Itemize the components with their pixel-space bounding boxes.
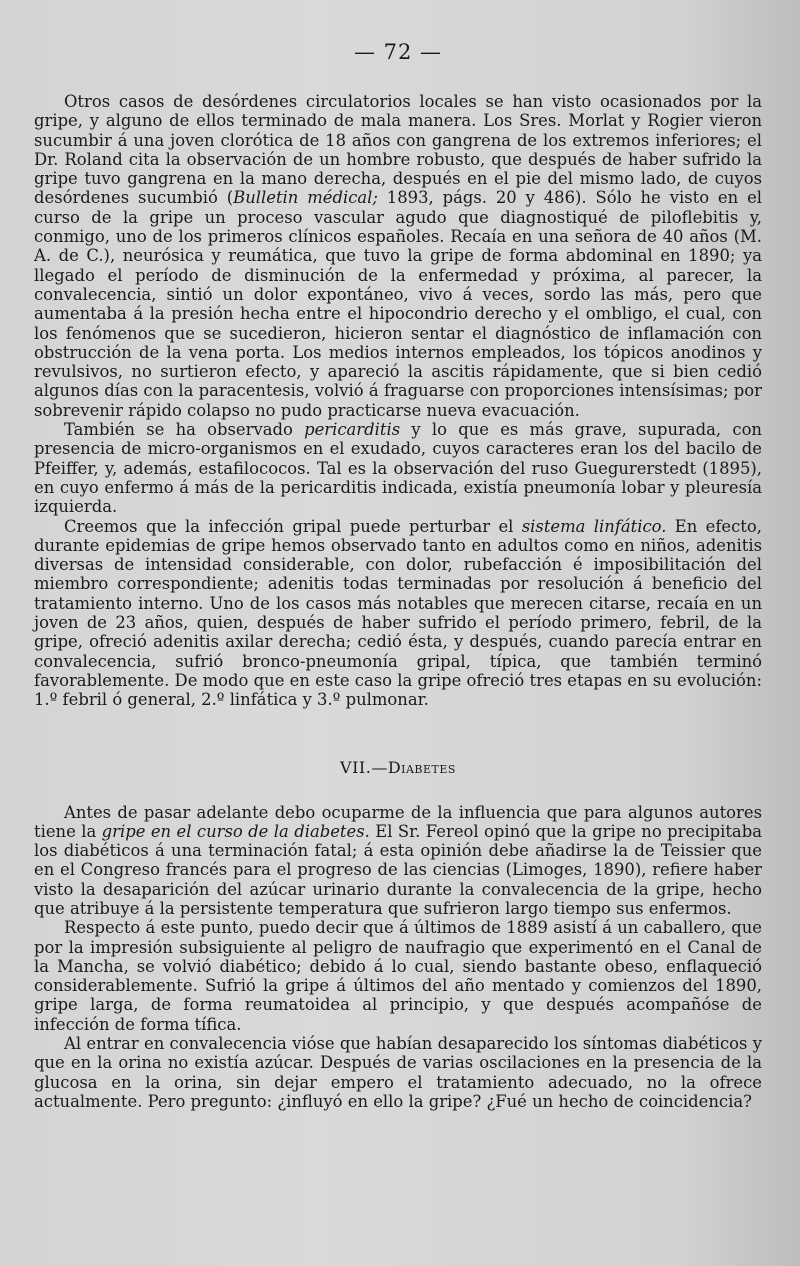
section-title — [34, 758, 762, 777]
paragraph — [34, 517, 762, 710]
italic-text: sistema linfático. — [521, 516, 667, 536]
text-run: Creemos que la infección gripal puede perturbar el — [64, 516, 522, 536]
paragraph — [34, 803, 762, 919]
text-run: Al entrar en convalecencia vióse que habían desaparecido los síntomas diabéticos y que en la orina no existía azúcar. Después de varias oscilaciones en la presencia de la glucosa en la orina, sin dejar empero el tratamiento adecuado, no la ofrece actualmente. Pero pregunto: ¿influyó en ello la gripe? ¿Fué un hecho de coincidencia? — [34, 1034, 762, 1111]
italic-text: gripe en el curso de la diabetes. — [101, 821, 370, 841]
text-run: También se ha observado — [64, 420, 305, 440]
paragraph — [34, 918, 762, 1034]
page-number: — 72 — — [353, 40, 443, 64]
text-run: Respecto á este punto, puedo decir que á últimos de 1889 asistí á un caballero, que por la impresión subsiguiente al peligro de naufragio que experimentó en el Canal de la Mancha, se volvió diabético; debido á lo cual, siendo bastante obeso, enflaqueció considerablemente. Sufrió la gripe á últimos del año mentado y comienzos del 1890, gripe larga, de forma reumatoidea al principio, y que después acompañóse de infección de forma tífica. — [34, 918, 762, 1034]
text-run: 1893, págs. 20 y 486). Sólo he visto en el curso de la gripe un proceso vascular agudo que diagnostiqué de piloflebitis y, conmigo, uno de los primeros clínicos españoles. Recaía en una señora de 40 años (M. A. de C.), neurósica y reumática, que tuvo la gripe de forma abdominal en 1890; ya llegado el período de disminución de la enfermedad y próxima, al parecer, la convalecencia, sintió un dolor expontáneo, vivo á veces, sordo las más, pero que aumentaba á la presión hecha entre el hipocondrio derecho y el ombligo, el cual, con los fenómenos que se sucedieron, hicieron sentar el diagnóstico de inflamación con obstrucción de la vena porta. Los medios internos empleados, los tópicos anodinos y revulsivos, no surtieron efecto, y apareció la ascitis rápidamente, que si bien cedió algunos días con la paracentesis, volvió á fraguarse con proporciones intensísimas; por sobrevenir rápido colapso no pudo practicarse nueva evacuación. — [34, 188, 763, 420]
text-block-after — [34, 803, 762, 1112]
section-title-rest: iabetes — [401, 757, 456, 777]
paragraph — [34, 420, 762, 516]
text-run: Antes de pasar adelante debo ocuparme de la influencia que para algunos autores tiene la — [34, 802, 762, 841]
italic-text: Bulletin médical; — [233, 188, 378, 208]
text-run: El Sr. Fereol opinó que la gripe no precipitaba los diabéticos á una terminación fatal; á esta opinión debe añadirse la de Teissier que en el Congreso francés para el progreso de las ciencias (Limoges, 1890), refiere haber visto la desaparición del azúcar urinario durante la convalecencia de la gripe, hecho que atribuye á la persistente temperatura que sufrieron largo tiempo sus enfermos. — [34, 821, 762, 918]
text-run: En efecto, durante epidemias de gripe hemos observado tanto en adultos como en niños, adenitis diversas de intensidad considerable, con dolor, rubefacción é imposibilitación del miembro correspondiente; adenitis todas terminadas por resolución á beneficio del tratamiento interno. Uno de los casos más notables que merecen citarse, recaía en un joven de 23 años, quien, después de haber sufrido el período primero, febril, de la gripe, ofreció adenitis axilar derecha; cedió ésta, y después, cuando parecía entrar en convalecencia, sufrió bronco-pneumonía gripal, típica, que también terminó favorablemente. De modo que en este caso la gripe ofreció tres etapas en su evolución: 1.º febril ó general, 2.º linfática y 3.º pulmonar. — [34, 516, 762, 710]
text-run: Otros casos de desórdenes circulatorios locales se han visto ocasionados por la gripe, y alguno de ellos terminado de mala manera. Los Sres. Morlat y Rogier vieron sucumbir á una joven clorótica de 18 años con gangrena de los extremos inferiores; el Dr. Roland cita la observación de un hombre robusto, que después de haber sufrido la gripe tuvo gangrena en la mano derecha, después en el pie del mismo lado, de cuyos desórdenes sucumbió ( — [34, 92, 762, 208]
italic-text: pericarditis — [304, 420, 401, 440]
paragraph — [34, 92, 762, 420]
text-block-before — [34, 92, 762, 710]
section-title-prefix: VII.—D — [340, 757, 402, 777]
text-run: y lo que es más grave, supurada, con presencia de micro-organismos en el exudado, cuyos caracteres eran los del bacilo de Pfeiffer, y, además, estafilococos. Tal es la observación del ruso Guegurerstedt (1895), en cuyo enfermo á más de la pericarditis indicada, existía pneumonía lobar y pleuresía izquierda. — [34, 420, 762, 517]
paragraph — [34, 1034, 762, 1111]
